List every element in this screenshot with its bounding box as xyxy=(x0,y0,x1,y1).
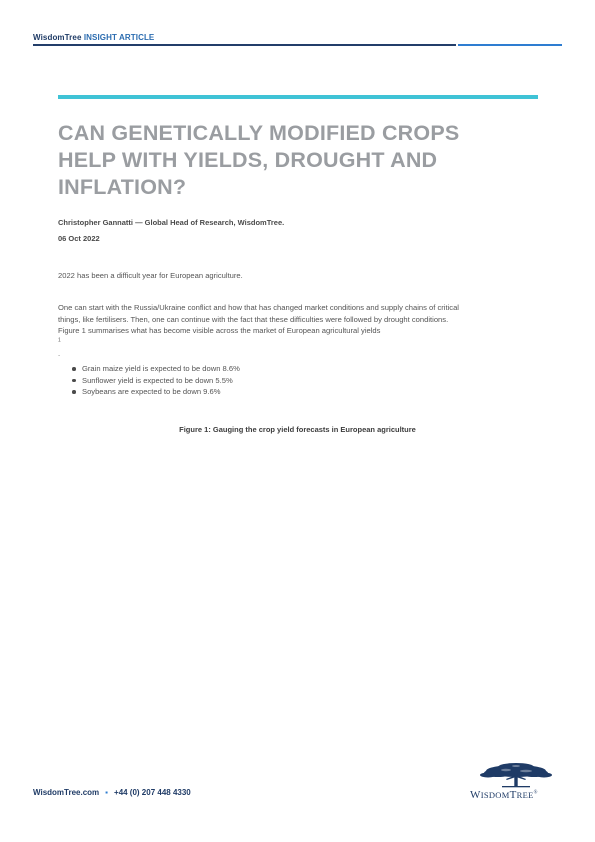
list-item xyxy=(72,375,240,387)
list-item-text: Soybeans are expected to be down 9.6% xyxy=(82,387,221,396)
paragraph-line: One can start with the Russia/Ukraine conflict and how that has changed market conditions and supply chains of critical xyxy=(58,303,459,312)
paragraph-line-text: Figure 1 summarises what has become visible across the market of European agricultural yields xyxy=(58,326,381,335)
list-item-text: Sunflower yield is expected to be down 5.5% xyxy=(82,375,233,385)
logo-letter: ISDOM xyxy=(480,790,510,800)
logo-letter: T xyxy=(509,789,517,801)
logo-letter: REE xyxy=(516,790,534,800)
logo-registered-mark: ® xyxy=(533,790,538,796)
page-footer xyxy=(33,788,191,797)
bullet-dot-icon xyxy=(72,367,76,371)
tree-logo-icon xyxy=(476,762,556,789)
author-line: Christopher Gannatti — Global Head of Research, WisdomTree. xyxy=(58,218,285,227)
logo-wordmark xyxy=(470,789,564,801)
bullet-dot-icon xyxy=(72,379,76,383)
header-rule-dark xyxy=(33,44,456,46)
paragraph-context xyxy=(58,302,540,360)
title-accent-bar xyxy=(58,95,538,99)
paragraph-end: . xyxy=(58,349,61,358)
article-title-line: HELP WITH YIELDS, DROUGHT AND xyxy=(58,148,438,172)
list-item-text: Grain maize yield is expected to be down 8.6% xyxy=(82,364,240,373)
list-item xyxy=(72,386,240,398)
wisdomtree-logo xyxy=(468,762,564,802)
publish-date: 06 Oct 2022 xyxy=(58,234,100,243)
byline xyxy=(58,215,284,247)
logo-letter: W xyxy=(470,789,481,801)
header-brand-name: WisdomTree xyxy=(33,33,82,42)
header-article-kind: INSIGHT ARTICLE xyxy=(83,33,155,42)
paragraph-line: things, like fertilisers. Then, one can continue with the fact that these difficulties were followed by drought conditions. xyxy=(58,314,449,324)
paragraph-intro: 2022 has been a difficult year for European agriculture. xyxy=(58,271,243,280)
article-title xyxy=(58,120,528,201)
footnote-ref[interactable]: 1 xyxy=(58,336,61,343)
article-title-line: CAN GENETICALLY MODIFIED CROPS xyxy=(58,121,460,145)
bullet-dot-icon xyxy=(72,390,76,394)
footer-separator: ▪ xyxy=(105,788,109,797)
figure-caption: Figure 1: Gauging the crop yield forecasts in European agriculture xyxy=(179,425,416,434)
footer-website-link[interactable]: WisdomTree.com xyxy=(33,788,100,797)
paragraph-line xyxy=(58,325,540,360)
header-brand xyxy=(33,33,154,42)
article-title-line: INFLATION? xyxy=(58,175,187,199)
footer-phone: +44 (0) 207 448 4330 xyxy=(114,788,191,797)
list-item xyxy=(72,363,240,375)
header-rule-blue xyxy=(458,44,562,46)
yield-bullet-list xyxy=(72,363,240,398)
